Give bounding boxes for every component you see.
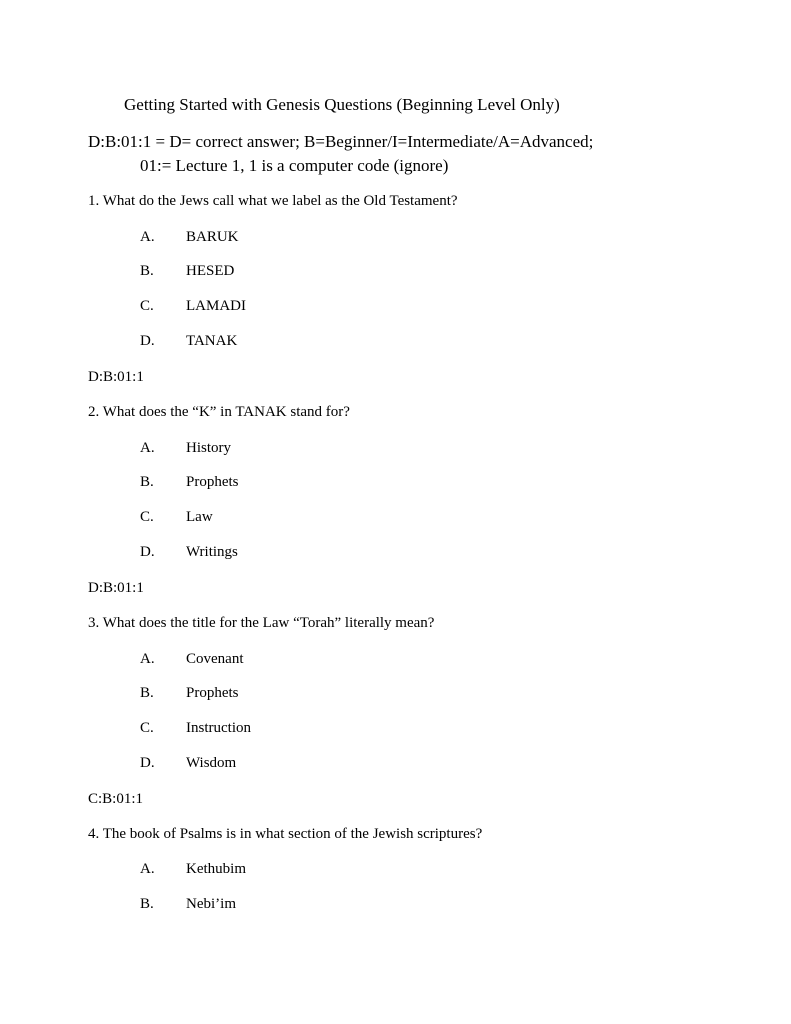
option-letter: D. <box>140 755 155 771</box>
option-text: LAMADI <box>186 298 246 314</box>
option-letter: B. <box>140 896 154 912</box>
option-text: HESED <box>186 263 235 279</box>
option-text: Writings <box>186 544 238 560</box>
option-text: Covenant <box>186 651 244 667</box>
option-text: Instruction <box>186 720 251 736</box>
answer-code-3: C:B:01:1 <box>88 791 144 807</box>
option-letter: C. <box>140 720 154 736</box>
option-letter: D. <box>140 544 155 560</box>
option-letter: C. <box>140 298 154 314</box>
question-4-text: 4. The book of Psalms is in what section of the Jewish scriptures? <box>88 826 483 842</box>
option-text: Law <box>186 509 213 525</box>
option-text: BARUK <box>186 229 239 245</box>
question-3-text: 3. What does the title for the Law “Torah” literally mean? <box>88 615 435 631</box>
legend-line-2: 01:= Lecture 1, 1 is a computer code (ignore) <box>140 156 449 175</box>
option-letter: B. <box>140 474 154 490</box>
option-letter: A. <box>140 861 155 877</box>
question-2-text: 2. What does the “K” in TANAK stand for? <box>88 404 350 420</box>
option-text: Prophets <box>186 685 239 701</box>
option-letter: A. <box>140 440 155 456</box>
option-letter: B. <box>140 685 154 701</box>
option-text: TANAK <box>186 333 238 349</box>
option-letter: C. <box>140 509 154 525</box>
option-letter: A. <box>140 651 155 667</box>
option-letter: B. <box>140 263 154 279</box>
option-letter: A. <box>140 229 155 245</box>
option-letter: D. <box>140 333 155 349</box>
option-text: Kethubim <box>186 861 246 877</box>
option-text: History <box>186 440 231 456</box>
option-text: Nebi’im <box>186 896 236 912</box>
option-text: Prophets <box>186 474 239 490</box>
page-title: Getting Started with Genesis Questions (Beginning Level Only) <box>124 95 560 114</box>
answer-code-2: D:B:01:1 <box>88 580 144 596</box>
legend-line-1: D:B:01:1 = D= correct answer; B=Beginner/I=Intermediate/A=Advanced; <box>88 132 594 151</box>
answer-code-1: D:B:01:1 <box>88 369 144 385</box>
question-1-text: 1. What do the Jews call what we label as the Old Testament? <box>88 193 458 209</box>
option-text: Wisdom <box>186 755 237 771</box>
